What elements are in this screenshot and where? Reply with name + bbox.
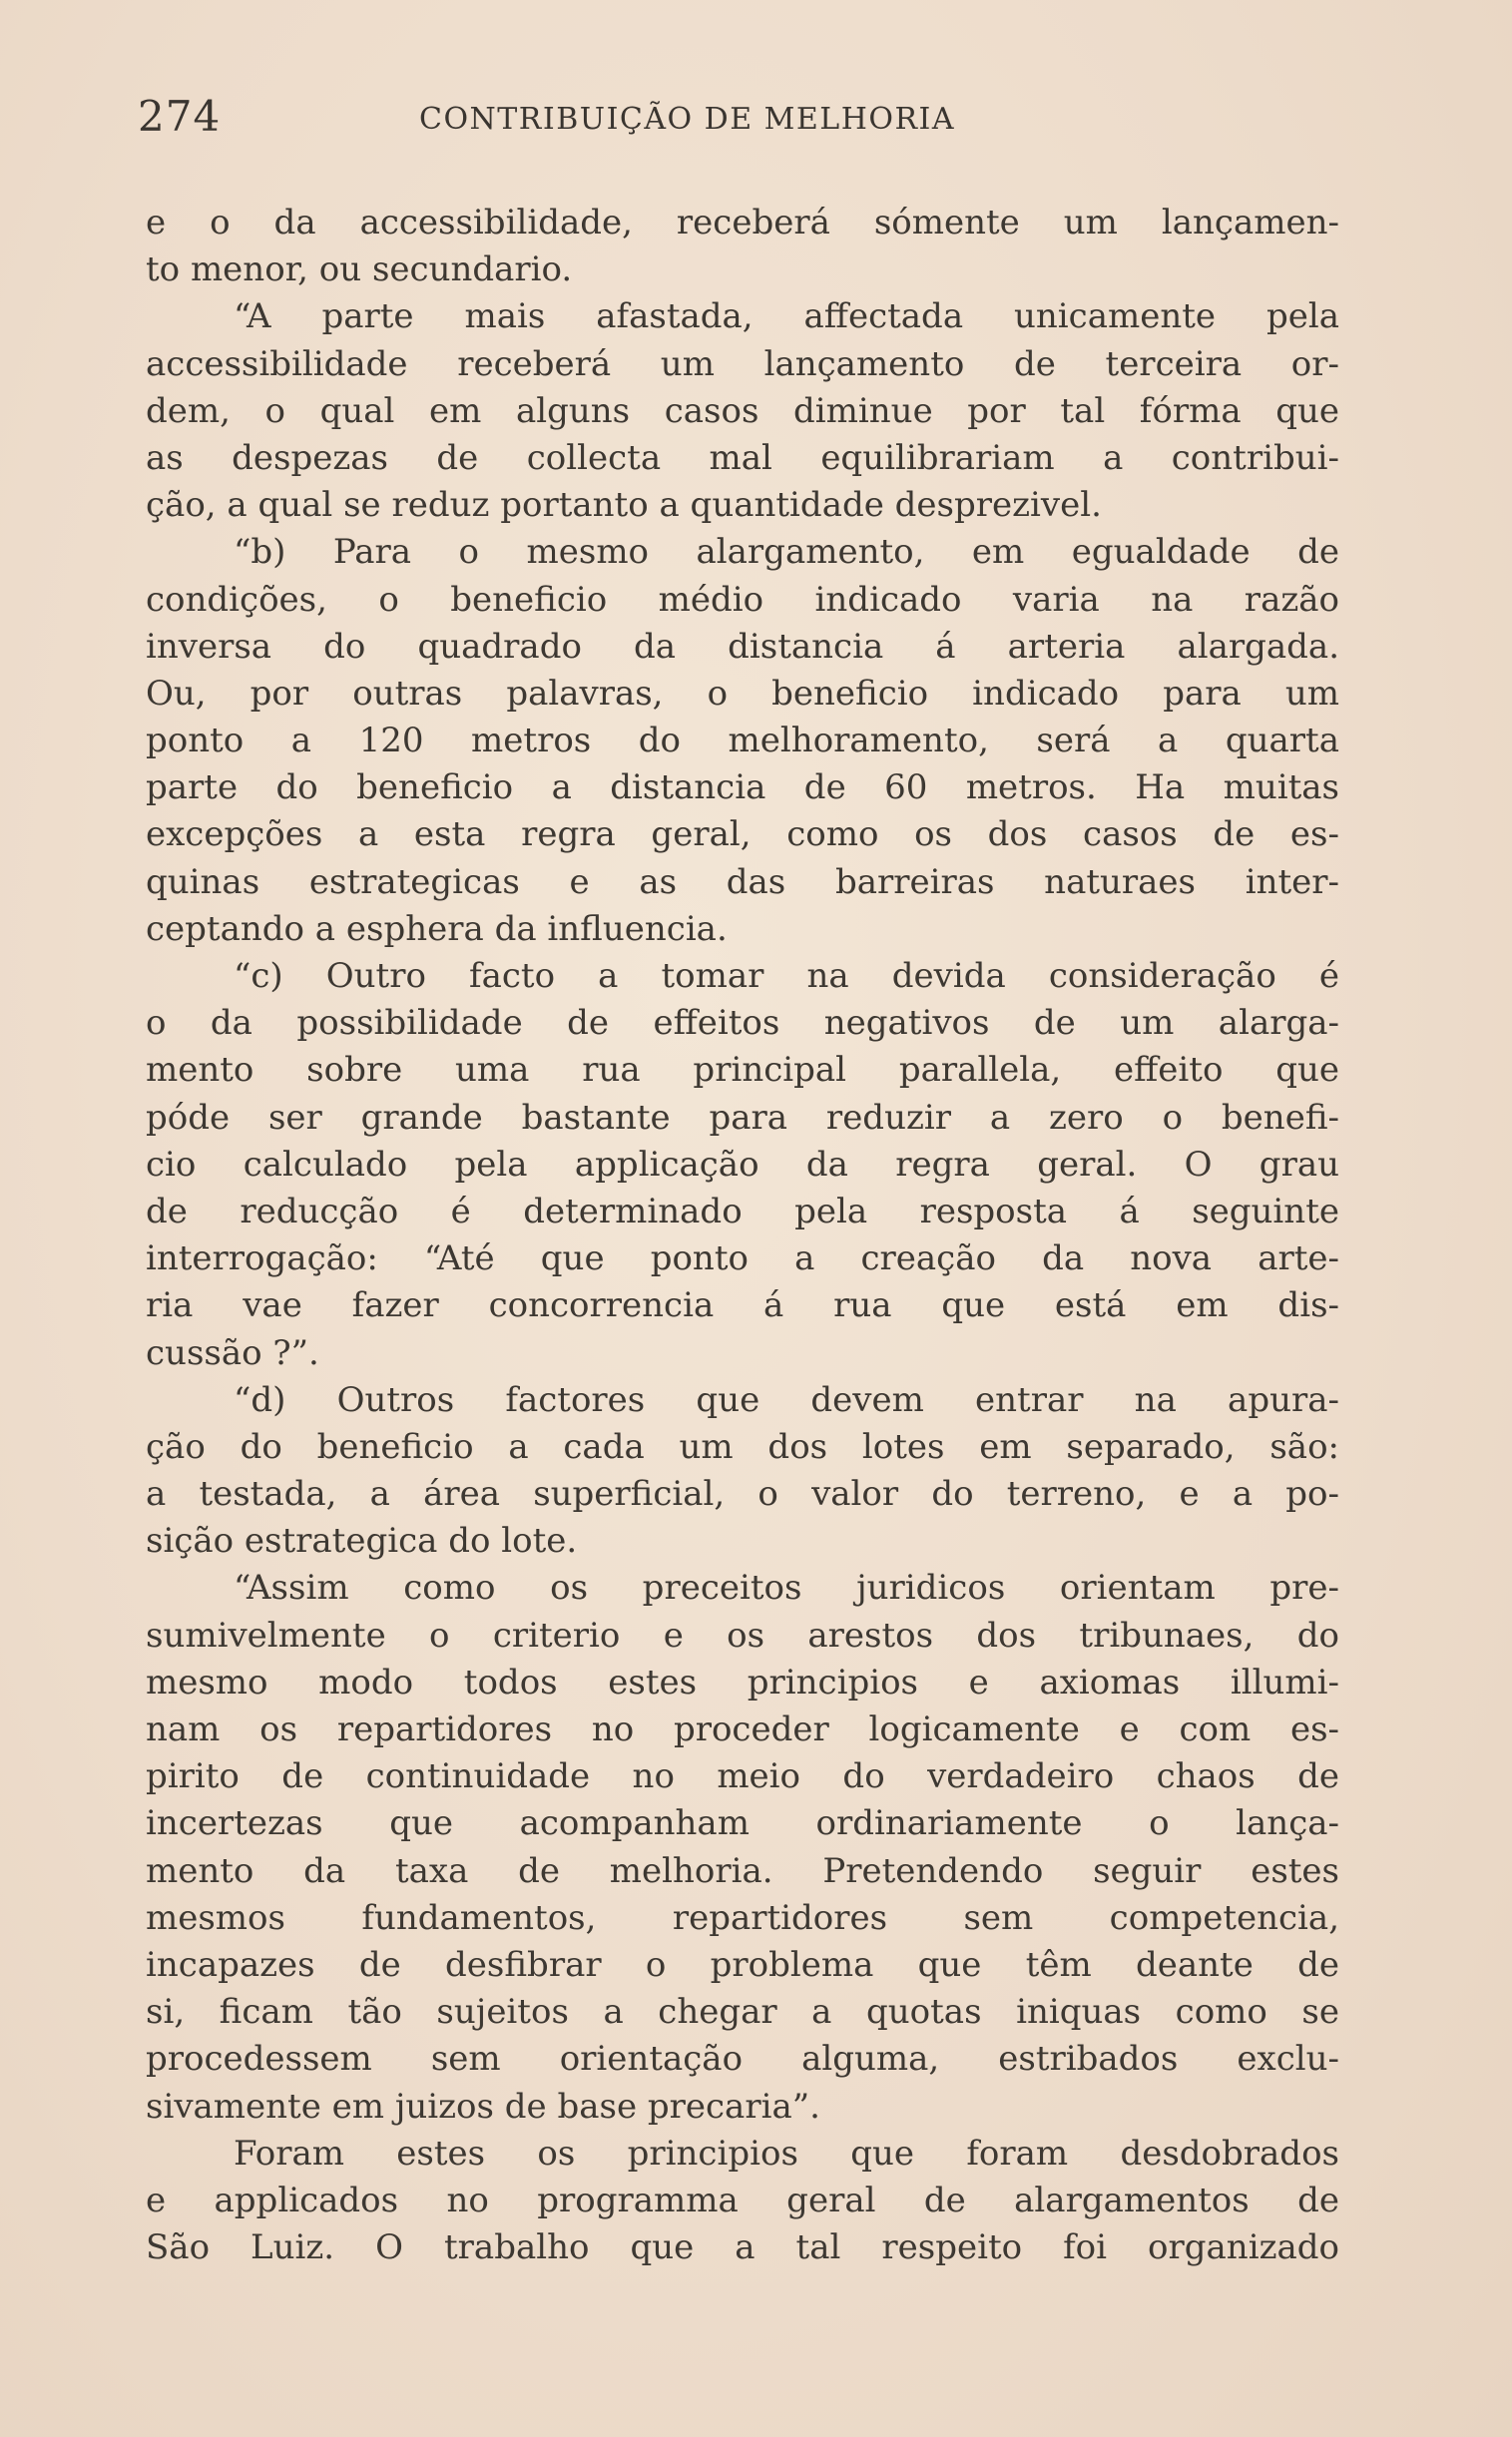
text-line: póde ser grande bastante para reduzir a zero o benefi- — [146, 1097, 1339, 1138]
text-line: Foram estes os principios que foram desdobrados — [234, 2133, 1339, 2174]
body-text — [146, 200, 1339, 2271]
text-line: parte do beneficio a distancia de 60 metros. Ha muitas — [146, 767, 1339, 808]
text-line: “Assim como os preceitos juridicos orientam pre- — [234, 1568, 1339, 1609]
page-header — [138, 92, 1335, 152]
text-line: o da possibilidade de effeitos negativos de um alarga- — [146, 1003, 1339, 1044]
text-line: ção, a qual se reduz portanto a quantidade desprezivel. — [146, 485, 1102, 526]
text-line: e applicados no programma geral de alargamentos de — [146, 2180, 1339, 2220]
text-line: pirito de continuidade no meio do verdadeiro chaos de — [146, 1756, 1339, 1797]
text-line: mento sobre uma rua principal parallela, effeito que — [146, 1050, 1339, 1091]
text-line: ceptando a esphera da influencia. — [146, 908, 728, 949]
text-line: a testada, a área superficial, o valor do terreno, e a po- — [146, 1474, 1339, 1515]
text-line: ria vae fazer concorrencia á rua que está em dis- — [146, 1285, 1339, 1326]
text-line: cussão ?”. — [146, 1332, 319, 1373]
text-line: ção do beneficio a cada um dos lotes em separado, são: — [146, 1426, 1339, 1467]
text-line: interrogação: “Até que ponto a creação da nova arte- — [146, 1238, 1339, 1279]
text-line: nam os repartidores no proceder logicamente e com es- — [146, 1709, 1339, 1749]
text-line: inversa do quadrado da distancia á arteria alargada. — [146, 626, 1339, 667]
text-line: de reducção é determinado pela resposta á seguinte — [146, 1191, 1339, 1231]
text-line: to menor, ou secundario. — [146, 249, 573, 290]
text-line: “A parte mais afastada, affectada unicamente pela — [234, 296, 1339, 337]
text-line: “b) Para o mesmo alargamento, em egualdade de — [234, 532, 1339, 573]
text-line: quinas estrategicas e as das barreiras naturaes inter- — [146, 861, 1339, 902]
running-title: CONTRIBUIÇÃO DE MELHORIA — [419, 102, 956, 137]
text-line: sumivelmente o criterio e os arestos dos tribunaes, do — [146, 1615, 1339, 1656]
text-line: dem, o qual em alguns casos diminue por tal fórma que — [146, 390, 1339, 431]
text-line: incapazes de desfibrar o problema que têm deante de — [146, 1944, 1339, 1985]
text-line: excepções a esta regra geral, como os dos casos de es- — [146, 814, 1339, 855]
text-line: mesmos fundamentos, repartidores sem competencia, — [146, 1897, 1339, 1938]
text-line: “d) Outros factores que devem entrar na apura- — [234, 1379, 1339, 1420]
text-line: sição estrategica do lote. — [146, 1521, 578, 1562]
text-line: mesmo modo todos estes principios e axiomas illumi- — [146, 1662, 1339, 1703]
text-line: si, ficam tão sujeitos a chegar a quotas iniquas como se — [146, 1992, 1339, 2033]
text-line: procedessem sem orientação alguma, estribados exclu- — [146, 2039, 1339, 2080]
text-line: “c) Outro facto a tomar na devida consideração é — [234, 956, 1339, 996]
text-line: mento da taxa de melhoria. Pretendendo seguir estes — [146, 1850, 1339, 1891]
text-line: e o da accessibilidade, receberá sómente um lançamen- — [146, 203, 1339, 243]
text-line: São Luiz. O trabalho que a tal respeito foi organizado — [146, 2227, 1339, 2268]
text-line: sivamente em juizos de base precaria”. — [146, 2086, 820, 2127]
text-line: accessibilidade receberá um lançamento de terceira or- — [146, 343, 1339, 384]
text-line: condições, o beneficio médio indicado varia na razão — [146, 579, 1339, 620]
text-line: ponto a 120 metros do melhoramento, será a quarta — [146, 721, 1339, 761]
text-line: cio calculado pela applicação da regra geral. O grau — [146, 1144, 1339, 1185]
text-line: Ou, por outras palavras, o beneficio indicado para um — [146, 673, 1339, 714]
text-line: incertezas que acompanham ordinariamente o lança- — [146, 1803, 1339, 1844]
page-number: 274 — [138, 92, 222, 141]
text-line: as despezas de collecta mal equilibrariam a contribui- — [146, 437, 1339, 478]
